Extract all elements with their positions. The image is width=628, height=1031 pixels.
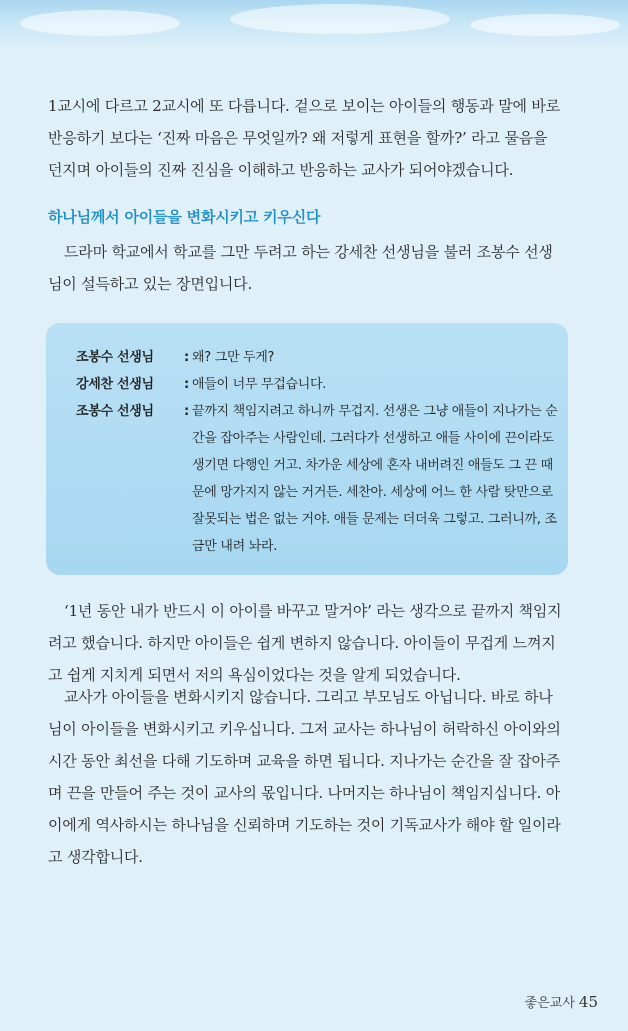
intro-paragraph xyxy=(48,90,580,186)
closing-line: 고 생각합니다. xyxy=(48,848,143,866)
dialog-speech-line: 잘못되는 법은 없는 거야. 애들 문제는 더더욱 그렇고. 그러니까, 조 xyxy=(192,512,557,527)
intro-line: 반응하기 보다는 ‘진짜 마음은 무엇일까? 왜 저렇게 표현을 할까?’ 라고 물음을 xyxy=(48,129,548,147)
closing-paragraph-1 xyxy=(48,595,580,691)
closing-line: 시간 동안 최선을 다해 기도하며 교육을 하면 됩니다. 지나가는 순간을 잘 잡아주 xyxy=(48,752,561,770)
dialog-speech xyxy=(192,398,558,560)
dialog-colon: : xyxy=(184,404,189,419)
dialog-speech xyxy=(192,371,544,398)
closing-paragraph-2 xyxy=(48,681,580,873)
dialog-speech-line: 애들이 너무 무겁습니다. xyxy=(192,377,327,392)
magazine-name: 좋은교사 xyxy=(524,996,575,1011)
dialog-speaker: 조봉수 선생님 xyxy=(76,404,154,419)
dialog-colon: : xyxy=(184,377,189,392)
intro-line: 던지며 아이들의 진짜 진심을 이해하고 반응하는 교사가 되어야겠습니다. xyxy=(48,161,514,179)
dialog-speech-line: 끝까지 책임지려고 하니까 무겁지. 선생은 그냥 애들이 지나가는 순 xyxy=(192,404,558,419)
dialog-speaker: 강세찬 선생님 xyxy=(76,377,154,392)
closing-line: 이에게 역사하시는 하나님을 신뢰하며 기도하는 것이 기독교사가 해야 할 일이라 xyxy=(48,816,561,834)
dialog-speech-line: 금만 내려 놔라. xyxy=(192,539,278,554)
dialog-speech-line: 문에 망가지지 않는 거거든. 세찬아. 세상에 어느 한 사람 탓만으로 xyxy=(192,485,553,500)
dialog-speech-line: 왜? 그만 두게? xyxy=(192,350,275,365)
dialog-colon: : xyxy=(184,350,189,365)
page-number: 45 xyxy=(578,993,598,1011)
closing-line: 며 끈을 만들어 주는 것이 교사의 몫입니다. 나머지는 하나님이 책임지십니다. 아 xyxy=(48,784,561,802)
dialog-speech-line: 생기면 다행인 거고. 차가운 세상에 혼자 내버려진 애들도 그 끈 때 xyxy=(192,458,553,473)
scene-line: 드라마 학교에서 학교를 그만 두려고 하는 강세찬 선생님을 불러 조봉수 선생 xyxy=(64,243,553,261)
dialog-speech-line: 간을 잡아주는 사람인데. 그러다가 선생하고 애들 사이에 끈이라도 xyxy=(192,431,554,446)
section-heading: 하나님께서 아이들을 변화시키고 키우신다 xyxy=(48,208,321,226)
top-decorative-band xyxy=(0,0,628,50)
scene-paragraph xyxy=(48,236,580,300)
dialog-box xyxy=(46,323,568,575)
closing-line: 님이 아이들을 변화시키고 키우십니다. 그저 교사는 하나님이 허락하신 아이와의 xyxy=(48,720,561,738)
closing-line: 교사가 아이들을 변화시키지 않습니다. 그리고 부모님도 아닙니다. 바로 하나 xyxy=(64,688,553,706)
page-footer xyxy=(525,992,598,1011)
closing-line: 려고 했습니다. 하지만 아이들은 쉽게 변하지 않습니다. 아이들이 무겁게 느껴지 xyxy=(48,634,556,652)
intro-line: 1교시에 다르고 2교시에 또 다릅니다. 겉으로 보이는 아이들의 행동과 말에 바로 xyxy=(48,97,560,115)
closing-line: ‘1년 동안 내가 반드시 이 아이를 바꾸고 말거야’ 라는 생각으로 끝까지 책임지 xyxy=(64,602,562,620)
scene-line: 님이 설득하고 있는 장면입니다. xyxy=(48,275,253,293)
dialog-speaker: 조봉수 선생님 xyxy=(76,350,154,365)
dialog-speech xyxy=(192,344,544,371)
closing-line: 고 쉽게 지치게 되면서 저의 욕심이었다는 것을 알게 되었습니다. xyxy=(48,666,461,684)
